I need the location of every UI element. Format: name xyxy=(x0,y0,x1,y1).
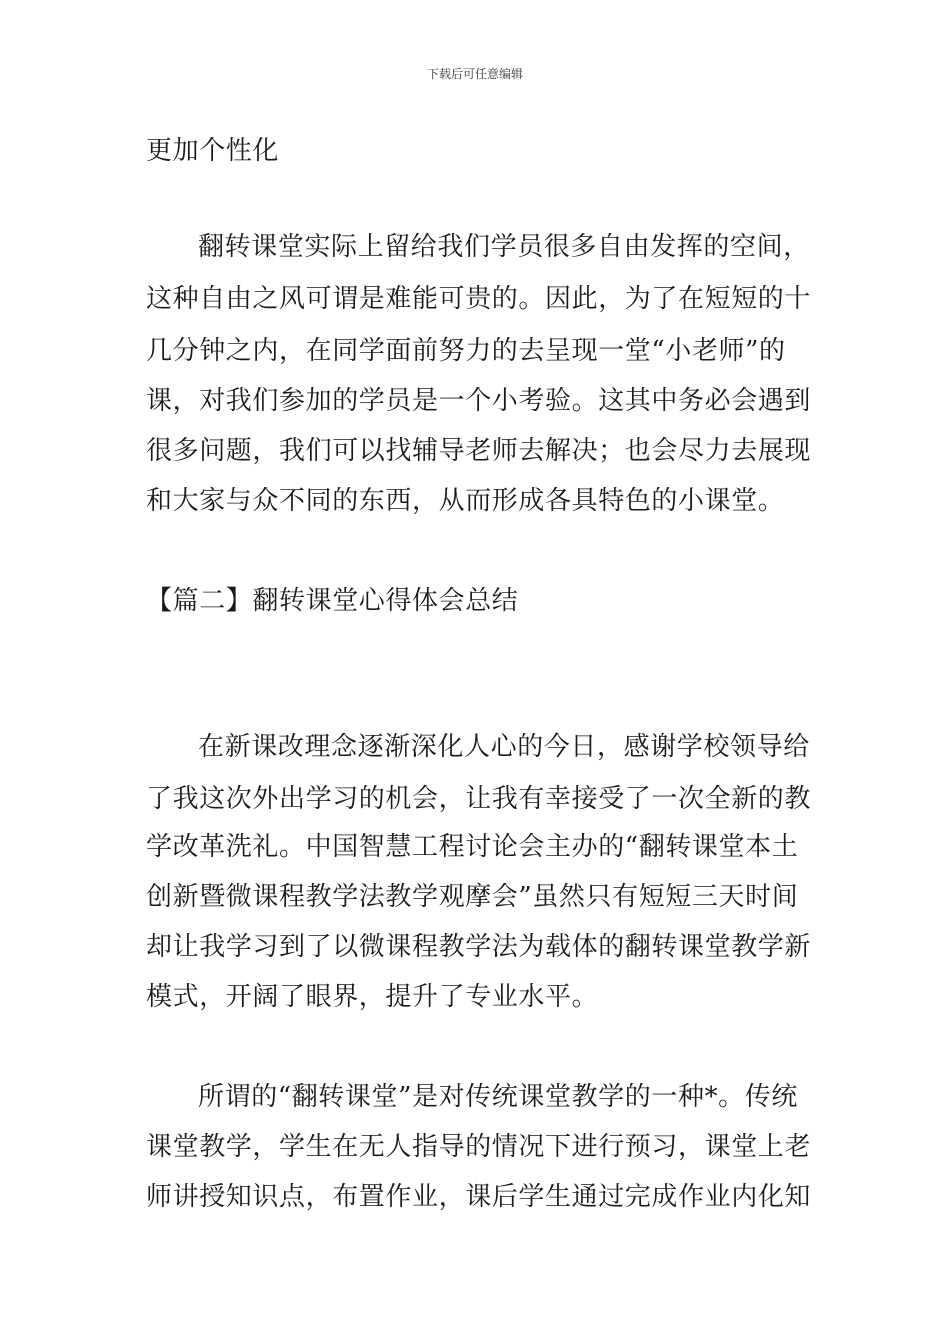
text-line: 学改革洗礼。中国智慧工程讨论会主办的“翻转课堂本土 xyxy=(146,832,799,862)
text-line: 很多问题，我们可以找辅导老师去解决；也会尽力去展现 xyxy=(146,436,812,466)
section-heading: 【篇二】翻转课堂心得体会总结 xyxy=(146,586,519,616)
text-line: 翻转课堂实际上留给我们学员很多自由发挥的空间， xyxy=(198,232,810,262)
header-note: 下载后可任意编辑 xyxy=(426,67,523,81)
text-line: 却让我学习到了以微课程教学法为载体的翻转课堂教学新 xyxy=(146,932,812,962)
text-line: 课，对我们参加的学员是一个小考验。这其中务必会遇到 xyxy=(146,386,812,416)
text-line: 和大家与众不同的东西，从而形成各具特色的小课堂。 xyxy=(146,486,785,516)
text-line: 更加个性化 xyxy=(146,136,280,166)
text-line: 几分钟之内，在同学面前努力的去呈现一堂“小老师”的 xyxy=(146,336,786,366)
text-line: 模式，开阔了眼界，提升了专业水平。 xyxy=(146,982,599,1012)
text-line: 所谓的“翻转课堂”是对传统课堂教学的一种*。传统 xyxy=(198,1082,798,1112)
text-line: 这种自由之风可谓是难能可贵的。因此，为了在短短的十 xyxy=(146,284,812,314)
text-line: 了我这次外出学习的机会，让我有幸接受了一次全新的教 xyxy=(146,784,812,814)
text-line: 课堂教学，学生在无人指导的情况下进行预习，课堂上老 xyxy=(146,1132,812,1162)
text-line: 创新暨微课程教学法教学观摩会”虽然只有短短三天时间 xyxy=(146,882,799,912)
text-line: 师讲授知识点，布置作业，课后学生通过完成作业内化知 xyxy=(146,1182,812,1212)
text-line: 在新课改理念逐渐深化人心的今日，感谢学校领导给 xyxy=(198,732,810,762)
